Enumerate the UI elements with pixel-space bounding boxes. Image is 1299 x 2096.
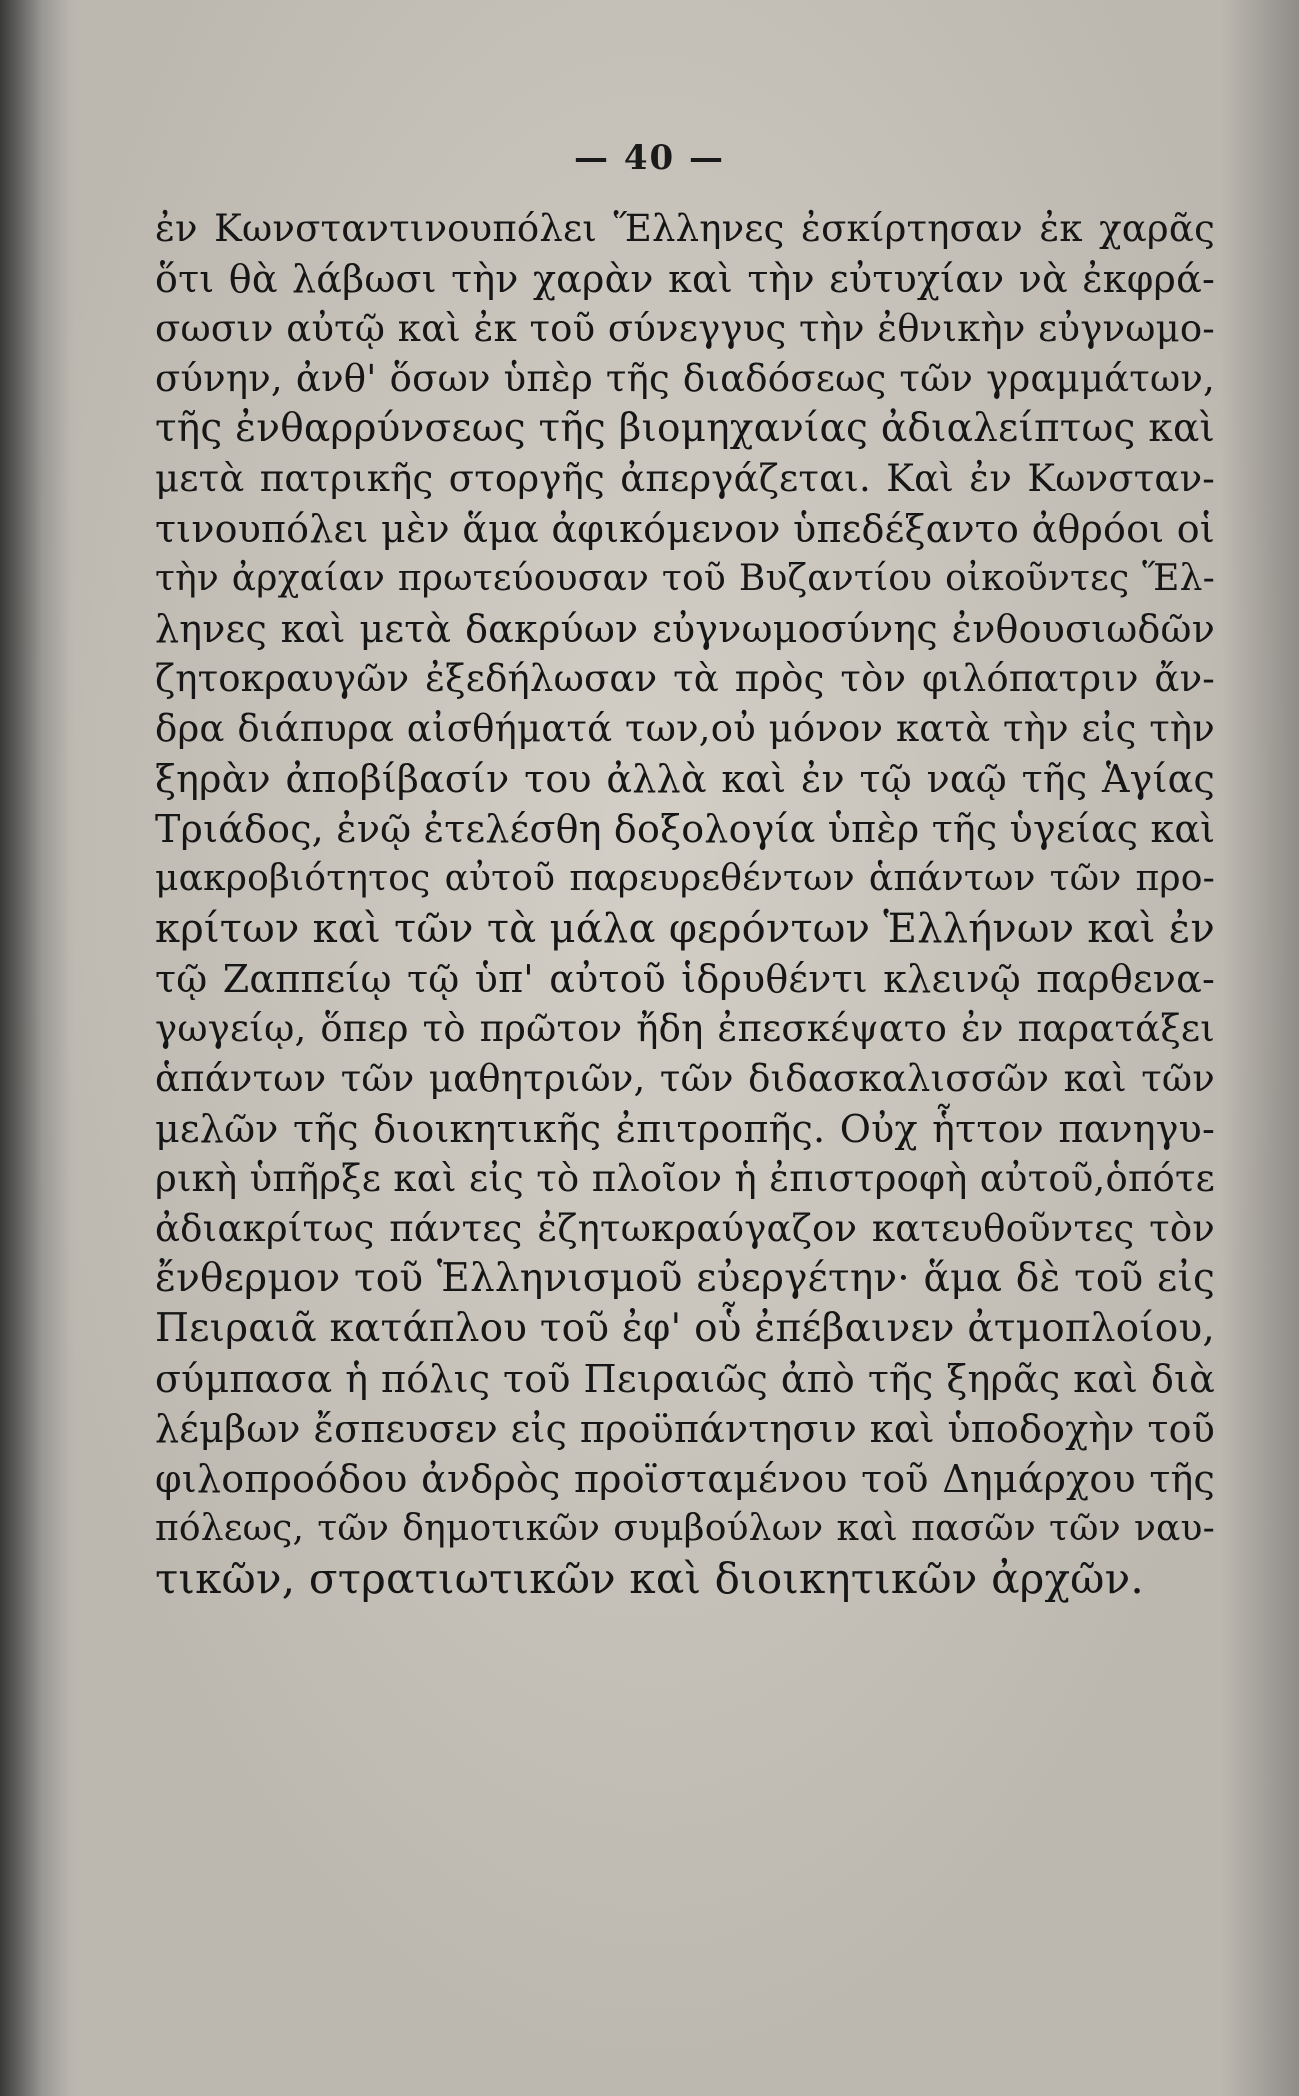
- text-line: τῆς ἐνθαρρύνσεως τῆς βιομηχανίας ἀδιαλείπτως καὶ: [155, 406, 1215, 451]
- text-line: σύμπασα ἡ πόλις τοῦ Πειραιῶς ἀπὸ τῆς ξηρᾶς καὶ διὰ: [155, 1357, 1215, 1401]
- text-line: ἔνθερμον τοῦ Ἑλληνισμοῦ εὐεργέτην· ἅμα δὲ τοῦ εἰς: [155, 1256, 1215, 1301]
- text-line: τινουπόλει μὲν ἅμα ἀφικόμενον ὑπεδέξαντο ἀθρόοι οἱ: [155, 507, 1215, 551]
- text-line: ζητοκραυγῶν ἐξεδήλωσαν τὰ πρὸς τὸν φιλόπατριν ἄν-: [155, 657, 1215, 700]
- text-line: Τριάδος, ἐνῷ ἐτελέσθη δοξολογία ὑπὲρ τῆς ὑγείας καὶ: [155, 807, 1216, 851]
- text-line: λέμβων ἔσπευσεν εἰς προϋπάντησιν καὶ ὑποδοχὴν τοῦ: [155, 1407, 1215, 1451]
- text-line: σωσιν αὐτῷ καὶ ἐκ τοῦ σύνεγγυς τὴν ἐθνικὴν εὐγνωμο-: [155, 307, 1215, 350]
- text-line: πόλεως, τῶν δημοτικῶν συμβούλων καὶ πασῶν τῶν ναυ-: [155, 1508, 1215, 1549]
- text-line: ἁπάντων τῶν μαθητριῶν, τῶν διδασκαλισσῶν καὶ τῶν: [155, 1057, 1215, 1100]
- page-number: — 40 —: [574, 138, 725, 178]
- text-line: ἀδιακρίτως πάντες ἐζητωκραύγαζον κατευθοῦντες τὸν: [155, 1207, 1215, 1250]
- text-line: ρικὴ ὑπῆρξε καὶ εἰς τὸ πλοῖον ἡ ἐπιστροφὴ αὐτοῦ,ὁπότε: [155, 1157, 1215, 1200]
- text-line: φιλοπροόδου ἀνδρὸς προϊσταμένου τοῦ Δημάρχου τῆς: [155, 1457, 1215, 1501]
- text-line: κρίτων καὶ τῶν τὰ μάλα φερόντων Ἑλλήνων καὶ ἐν: [155, 906, 1215, 952]
- binding-shadow: [0, 0, 70, 2096]
- text-line: ἐν Κωνσταντινουπόλει Ἕλληνες ἐσκίρτησαν ἐκ χαρᾶς: [155, 207, 1215, 250]
- text-line: γωγείῳ, ὅπερ τὸ πρῶτον ἤδη ἐπεσκέψατο ἐν παρατάξει: [155, 1007, 1215, 1050]
- text-line: ληνες καὶ μετὰ δακρύων εὐγνωμοσύνης ἐνθουσιωδῶν: [155, 607, 1215, 651]
- text-line: δρα διάπυρα αἰσθήματά των,οὐ μόνον κατὰ τὴν εἰς τὴν: [155, 707, 1215, 750]
- text-line: μετὰ πατρικῆς στοργῆς ἀπεργάζεται. Καὶ ἐν Κωνσταν-: [155, 457, 1215, 500]
- text-line: Πειραιᾶ κατάπλου τοῦ ἐφ' οὗ ἐπέβαινεν ἀτμοπλοίου,: [155, 1306, 1215, 1351]
- text-line: μελῶν τῆς διοικητικῆς ἐπιτροπῆς. Οὐχ ἧττον πανηγυ-: [155, 1107, 1215, 1151]
- text-line: μακροβιότητος αὐτοῦ παρευρεθέντων ἁπάντων τῶν προ-: [155, 858, 1215, 899]
- body-text: [155, 204, 1215, 1604]
- text-line: τὴν ἀρχαίαν πρωτεύουσαν τοῦ Βυζαντίου οἰκοῦντες Ἕλ-: [155, 558, 1215, 599]
- text-line: σύνην, ἀνθ' ὅσων ὑπὲρ τῆς διαδόσεως τῶν γραμμάτων,: [155, 357, 1215, 400]
- text-line: ὅτι θὰ λάβωσι τὴν χαρὰν καὶ τὴν εὐτυχίαν νὰ ἐκφρά-: [155, 257, 1215, 301]
- text-line: ξηρὰν ἀποβίβασίν του ἀλλὰ καὶ ἐν τῷ ναῷ τῆς Ἁγίας: [155, 757, 1215, 801]
- text-line: τῷ Ζαππείῳ τῷ ὑπ' αὐτοῦ ἱδρυθέντι κλεινῷ παρθενα-: [155, 957, 1215, 1001]
- text-line: τικῶν, στρατιωτικῶν καὶ διοικητικῶν ἀρχῶν.: [155, 1554, 1144, 1603]
